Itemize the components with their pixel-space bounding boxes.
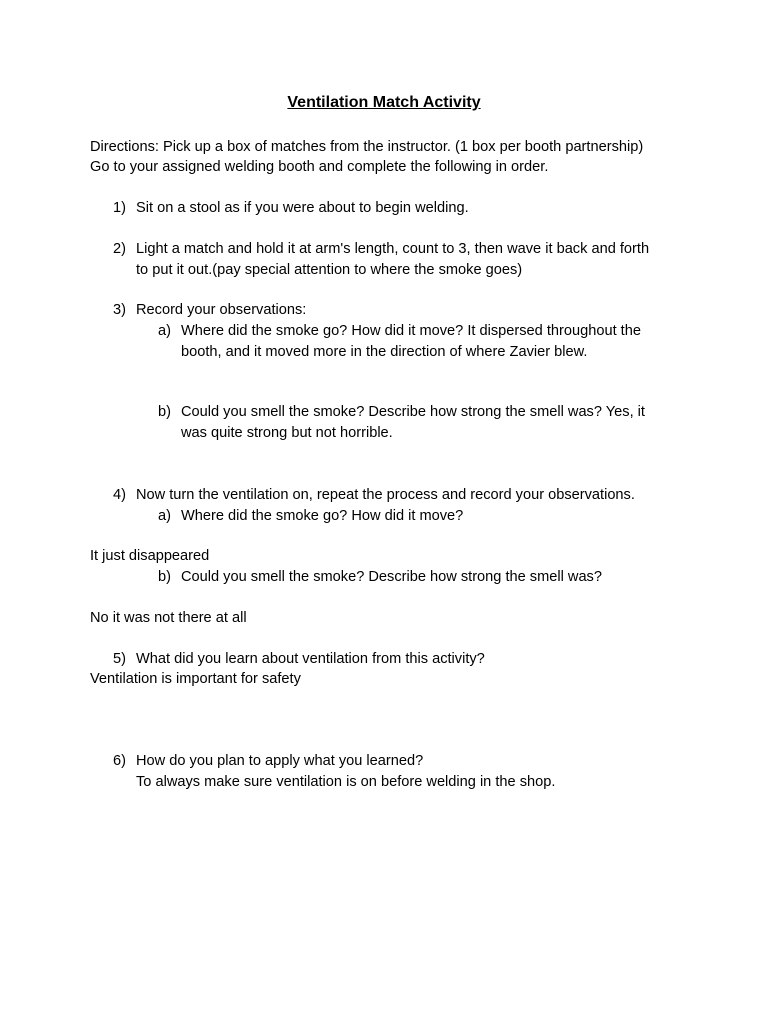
step-6-text: How do you plan to apply what you learned? xyxy=(136,753,424,769)
step-4a-text: Where did the smoke go? How did it move? xyxy=(181,508,464,524)
step-3a-label: a) xyxy=(158,323,171,339)
step-5-answer: Ventilation is important for safety xyxy=(90,671,301,687)
step-5-number: 5) xyxy=(113,651,126,667)
step-4-text: Now turn the ventilation on, repeat the process and record your observations. xyxy=(136,487,635,503)
step-3-number: 3) xyxy=(113,302,126,318)
step-4b-answer: No it was not there at all xyxy=(90,610,247,626)
page-title: Ventilation Match Activity xyxy=(287,94,481,111)
step-6-answer: To always make sure ventilation is on before welding in the shop. xyxy=(136,774,556,790)
step-4a-answer: It just disappeared xyxy=(90,548,210,564)
step-3b-text-line-1: Could you smell the smoke? Describe how strong the smell was? Yes, it xyxy=(181,404,645,420)
step-3a-text-line-1: Where did the smoke go? How did it move? It dispersed throughout the xyxy=(181,323,641,339)
step-3b-text-line-2: was quite strong but not horrible. xyxy=(181,425,393,441)
directions-line-2: Go to your assigned welding booth and complete the following in order. xyxy=(90,159,549,175)
step-4-number: 4) xyxy=(113,487,126,503)
step-5-text: What did you learn about ventilation from this activity? xyxy=(136,651,485,667)
step-4b-label: b) xyxy=(158,569,171,585)
step-4b-text: Could you smell the smoke? Describe how strong the smell was? xyxy=(181,569,602,585)
step-1-text: Sit on a stool as if you were about to begin welding. xyxy=(136,200,469,216)
directions-line-1: Directions: Pick up a box of matches from the instructor. (1 box per booth partnership) xyxy=(90,139,644,155)
step-1-number: 1) xyxy=(113,200,126,216)
step-6-number: 6) xyxy=(113,753,126,769)
step-4a-label: a) xyxy=(158,508,171,524)
step-3a-text-line-2: booth, and it moved more in the direction of where Zavier blew. xyxy=(181,344,588,360)
step-2-text-line-2: to put it out.(pay special attention to where the smoke goes) xyxy=(136,262,523,278)
step-3b-label: b) xyxy=(158,404,171,420)
step-3-text: Record your observations: xyxy=(136,302,307,318)
step-2-text-line-1: Light a match and hold it at arm's length, count to 3, then wave it back and forth xyxy=(136,241,650,257)
step-2-number: 2) xyxy=(113,241,126,257)
